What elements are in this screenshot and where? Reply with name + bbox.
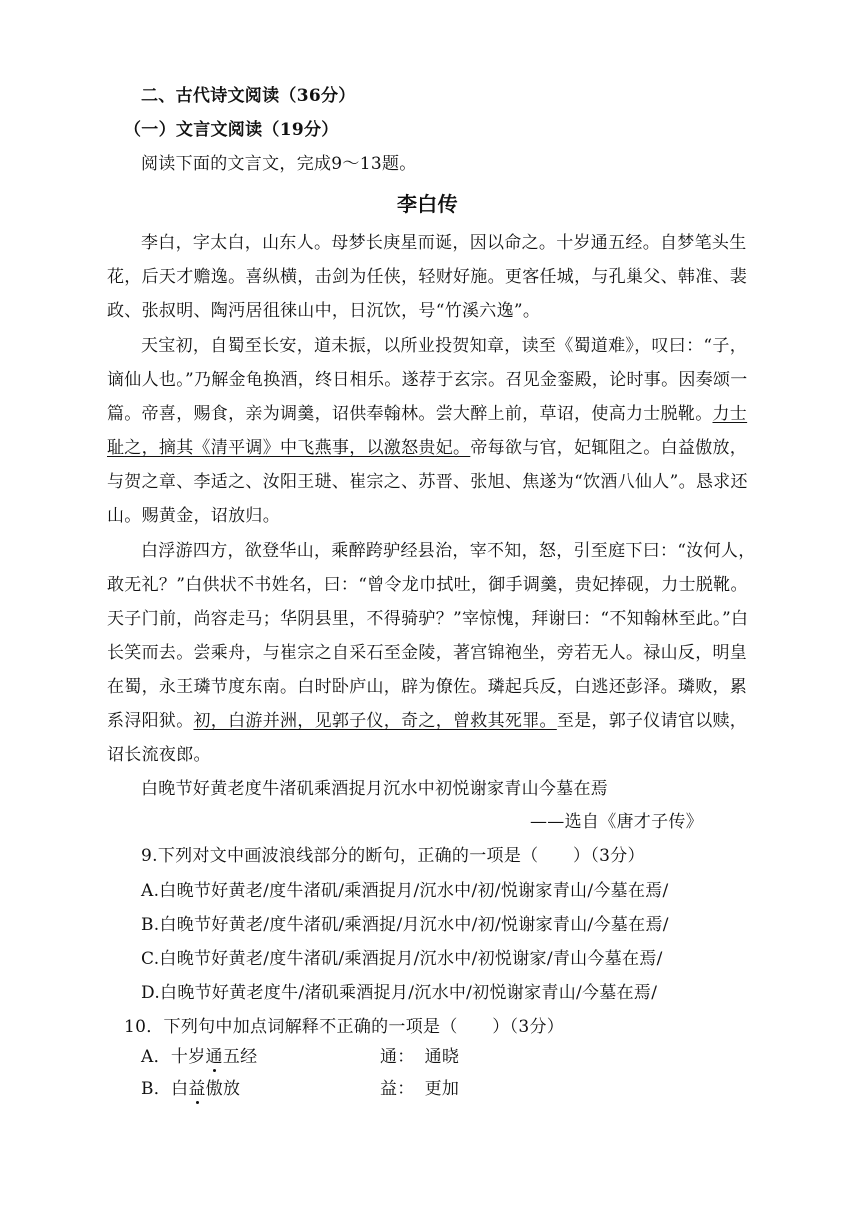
q9-option-d: D.白晚节好黄老度牛/渚矶乘酒捉月/沉水中/初悦谢家青山/今墓在焉/ bbox=[141, 983, 658, 1003]
reading-instruction: 阅读下面的文言文，完成9～13题。 bbox=[141, 154, 417, 174]
q10-option-a: A．十岁通五经 bbox=[141, 1047, 258, 1067]
dotted-char: 通 bbox=[205, 1047, 223, 1067]
article-p1-line1: 李白，字太白，山东人。母梦长庚星而诞，因以命之。十岁通五经。自梦笔头生 bbox=[141, 233, 747, 253]
q9-option-b: B.白晚节好黄老/度牛渚矶/乘酒捉/月沉水中/初/悦谢家青山/今墓在焉/ bbox=[141, 915, 669, 935]
underlined-sentence: 力士 bbox=[712, 404, 748, 424]
article-p2-line4: 耻之，摘其《清平调》中飞燕事，以激怒贵妃。帝每欲与官，妃辄阻之。白益傲放， bbox=[107, 438, 748, 458]
q9-option-a: A.白晚节好黄老/度牛渚矶/乘酒捉月/沉水中/初/悦谢家青山/今墓在焉/ bbox=[141, 881, 669, 901]
q9-stem: 9.下列对文中画波浪线部分的断句，正确的一项是（ ）（3分） bbox=[141, 846, 645, 866]
article-p3-line1: 白浮游四方，欲登华山，乘醉跨驴经县治，宰不知，怒，引至庭下曰：“汝何人， bbox=[141, 541, 756, 561]
subsection-heading: （一）文言文阅读（19分） bbox=[124, 120, 339, 140]
article-p1-line2: 花，后天才赡逸。喜纵横，击剑为任侠，轻财好施。更客任城，与孔巢父、韩准、裴 bbox=[107, 267, 748, 287]
article-p1-line3: 政、张叔明、陶沔居徂徕山中，日沉饮，号“竹溪六逸”。 bbox=[107, 301, 541, 321]
q10-option-a-gloss: 通： 通晓 bbox=[380, 1047, 460, 1067]
q10-option-b: B．白益傲放 bbox=[141, 1079, 241, 1099]
article-source: ——选自《唐才子传》 bbox=[530, 812, 703, 832]
dotted-char: 益 bbox=[188, 1079, 206, 1099]
underlined-sentence-cont: 耻之，摘其《清平调》中飞燕事，以激怒贵妃。 bbox=[107, 438, 471, 458]
article-p3-line2: 敢无礼？”白供状不书姓名，曰：“曾令龙巾拭吐，御手调羹，贵妃捧砚，力士脱靴。 bbox=[107, 575, 748, 595]
article-title: 李白传 bbox=[397, 192, 458, 216]
q9-option-c: C.白晚节好黄老/度牛渚矶/乘酒捉月/沉水中/初悦谢家/青山今墓在焉/ bbox=[141, 949, 663, 969]
section-heading: 二、古代诗文阅读（36分） bbox=[141, 86, 356, 106]
q10-stem: 10．下列句中加点词解释不正确的一项是（ ）（3分） bbox=[124, 1017, 565, 1037]
article-p2-line3: 篇。帝喜，赐食，亲为调羹，诏供奉翰林。尝大醉上前，草诏，使高力士脱靴。力士 bbox=[107, 404, 748, 424]
q10-option-b-gloss: 益： 更加 bbox=[380, 1079, 460, 1099]
article-p3-line7: 诏长流夜郎。 bbox=[107, 745, 211, 765]
article-p2-line6: 山。赐黄金，诏放归。 bbox=[107, 506, 280, 526]
article-p3-line4: 长笑而去。尝乘舟，与崔宗之自采石至金陵，著宫锦袍坐，旁若无人。禄山反，明皇 bbox=[107, 643, 748, 663]
article-p4: 白晚节好黄老度牛渚矶乘酒捉月沉水中初悦谢家青山今墓在焉 bbox=[141, 779, 609, 799]
article-p3-line3: 天子门前，尚容走马；华阴县里，不得骑驴？”宰惊愧，拜谢曰：“不知翰林至此。”白 bbox=[107, 609, 749, 629]
article-p3-line5: 在蜀，永王璘节度东南。白时卧庐山，辟为僚佐。璘起兵反，白逃还彭泽。璘败，累 bbox=[107, 677, 748, 697]
underlined-sentence-2: 初，白游并洲，见郭子仪，奇之，曾救其死罪。 bbox=[193, 711, 557, 731]
article-p3-line6: 系浔阳狱。初，白游并洲，见郭子仪，奇之，曾救其死罪。至是，郭子仪请官以赎， bbox=[107, 711, 748, 731]
article-p2-line1: 天宝初，自蜀至长安，道未振，以所业投贺知章，读至《蜀道难》，叹曰：“子， bbox=[141, 336, 747, 356]
article-p2-line5: 与贺之章、李适之、汝阳王琎、崔宗之、苏晋、张旭、焦遂为“饮酒八仙人”。恳求还 bbox=[107, 472, 748, 492]
article-p2-line2: 谪仙人也。”乃解金龟换酒，终日相乐。遂荐于玄宗。召见金銮殿，论时事。因奏颂一 bbox=[107, 370, 748, 390]
